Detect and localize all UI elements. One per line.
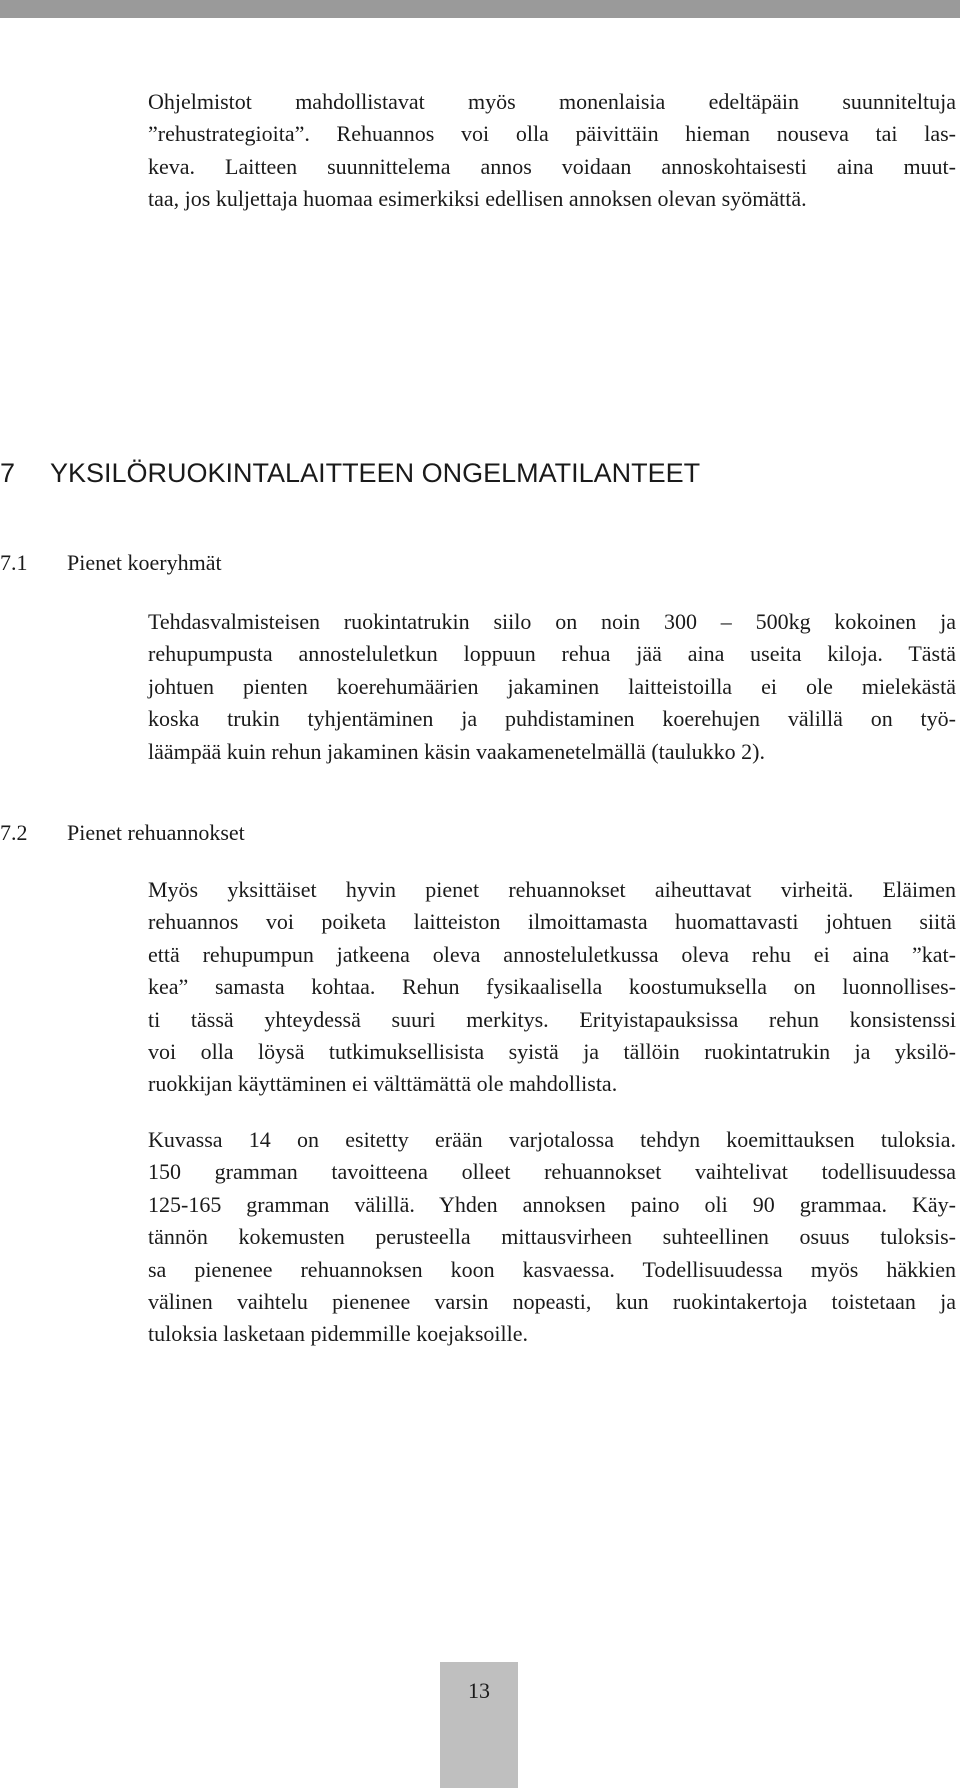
text-line: koska trukin tyhjentäminen ja puhdistaminen koerehujen välillä on työ- [148, 706, 956, 732]
text-line: 125-165 gramman välillä. Yhden annoksen paino oli 90 grammaa. Käy- [148, 1191, 956, 1217]
text-line: 150 gramman tavoitteena olleet rehuannokset vaihtelivat todellisuudessa [148, 1159, 956, 1185]
text-line: ti tässä yhteydessä suuri merkitys. Erityistapauksissa rehun konsistenssi [148, 1006, 956, 1032]
section-7-2-paragraph-1 [148, 874, 956, 1101]
intro-paragraph [148, 86, 956, 216]
section-heading-7-1 [0, 550, 222, 576]
text-line: voi olla löysä tutkimuksellisista syistä ja tällöin ruokintatrukin ja yksilö- [148, 1039, 956, 1065]
text-line: Kuvassa 14 on esitetty erään varjotalossa tehdyn koemittauksen tuloksia. [148, 1127, 956, 1152]
text-line: rehupumpusta annosteluletkun loppuun rehua jää aina useita kiloja. Tästä [148, 641, 956, 667]
text-line: kea” samasta kohtaa. Rehun fysikaalisella koostumuksella on luonnollises- [148, 974, 956, 1000]
text-line: että rehupumpun jatkeena oleva annosteluletkussa oleva rehu ei aina ”kat- [148, 941, 956, 967]
section-heading-7-2 [0, 820, 245, 846]
text-line: Myös yksittäiset hyvin pienet rehuannokset aiheuttavat virheitä. Eläimen [148, 877, 956, 902]
top-bar [0, 0, 960, 18]
section-title: Pienet koeryhmät [67, 550, 222, 575]
section-number: 7.2 [0, 820, 28, 845]
chapter-title: YKSILÖRUOKINTALAITTEEN ONGELMATILANTEET [50, 458, 701, 488]
chapter-number: 7 [0, 458, 16, 488]
section-7-2-paragraph-2 [148, 1124, 956, 1351]
text-line: läämpää kuin rehun jakaminen käsin vaakamenetelmällä (taulukko 2). [148, 738, 765, 764]
text-line: rehuannos voi poiketa laitteiston ilmoittamasta huomattavasti johtuen siitä [148, 909, 956, 935]
text-line: sa pienenee rehuannoksen koon kasvaessa. Todellisuudessa myös häkkien [148, 1256, 956, 1282]
section-number: 7.1 [0, 550, 28, 575]
page-number-box [440, 1662, 518, 1788]
text-line: tuloksia lasketaan pidemmille koejaksoille. [148, 1321, 529, 1347]
text-line: ”rehustrategioita”. Rehuannos voi olla päivittäin hieman nouseva tai las- [148, 121, 956, 147]
text-line: välinen vaihtelu pienenee varsin nopeasti, kun ruokintakertoja toistetaan ja [148, 1289, 956, 1315]
section-title: Pienet rehuannokset [67, 820, 245, 845]
text-line: taa, jos kuljettaja huomaa esimerkiksi edellisen annoksen olevan syömättä. [148, 186, 807, 212]
text-line: ruokkijan käyttäminen ei välttämättä ole mahdollista. [148, 1071, 618, 1097]
text-line: tännön kokemusten perusteella mittausvirheen suhteellinen osuus tuloksis- [148, 1224, 956, 1250]
text-line: Tehdasvalmisteisen ruokintatrukin siilo on noin 300 – 500kg kokoinen ja [148, 609, 956, 634]
page-number: 13 [468, 1678, 490, 1703]
chapter-heading [0, 458, 700, 489]
text-line: johtuen pienten koerehumäärien jakaminen laitteistoilla ei ole mielekästä [148, 673, 956, 699]
text-line: keva. Laitteen suunnittelema annos voidaan annoskohtaisesti aina muut- [148, 153, 956, 179]
text-line: Ohjelmistot mahdollistavat myös monenlaisia edeltäpäin suunniteltuja [148, 89, 956, 114]
section-7-1-paragraph [148, 606, 956, 768]
